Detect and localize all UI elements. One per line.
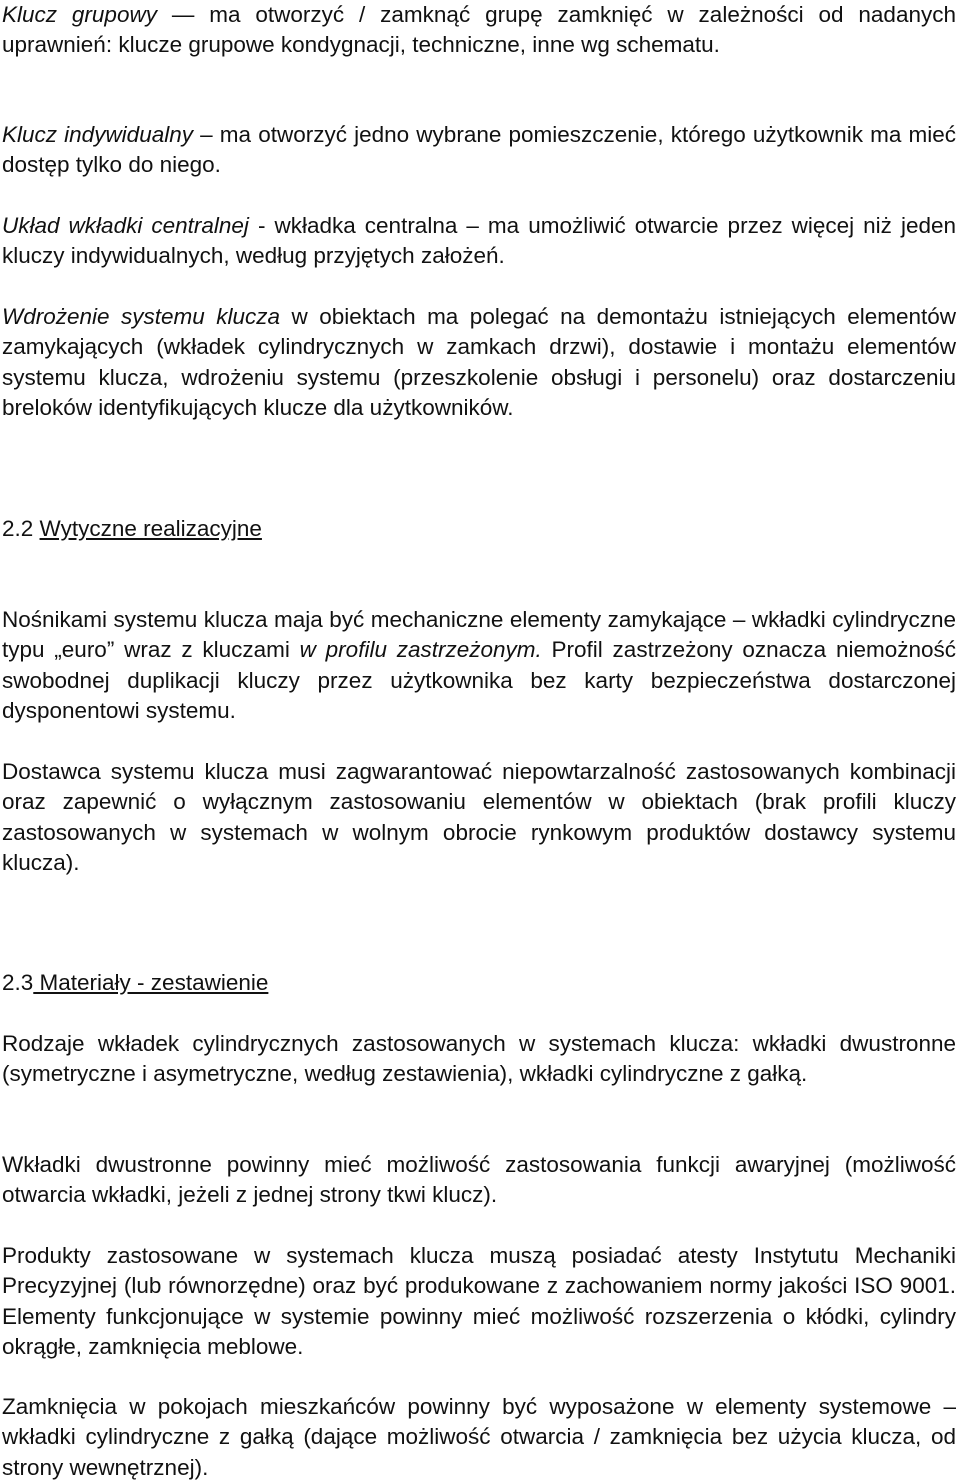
- paragraph-text: Wkładki dwustronne powinny mieć możliwość zastosowania funkcji awaryjnej (możliwość otwarcia wkładki, jeżeli z jednej strony tkwi klucz).: [2, 1152, 956, 1208]
- paragraph-text: Dostawca systemu klucza musi zagwarantować niepowtarzalność zastosowanych kombinacji oraz zapewnić o wyłącznym zastosowaniu elementów w obiektach (brak profili kluczy zastosowanych w systemach w wolnym obrocie rynkowym produktów dostawcy systemu klucza).: [2, 759, 956, 876]
- paragraph-individual-key: [2, 120, 956, 181]
- paragraph-text: Zamknięcia w pokojach mieszkańców powinny być wyposażone w elementy systemowe – wkładki cylindryczne z gałką (dające możliwość otwarcia / zamknięcia bez użycia klucza, od strony wewnętrznej).: [2, 1394, 956, 1480]
- paragraph-text: Profil zastrzeżony oznacza niemożność swobodnej duplikacji kluczy przez użytkownika bez karty bezpieczeństwa dostarczonej dysponentowi systemu.: [2, 637, 956, 724]
- term-group-key: Klucz grupowy: [2, 2, 157, 27]
- paragraph-text: - wkładka centralna – ma umożliwić otwarcie przez więcej niż jeden kluczy indywidualnych, według przyjętych założeń.: [2, 213, 957, 269]
- paragraph-carriers: [2, 605, 956, 727]
- section-title: Materiały - zestawienie: [33, 970, 269, 995]
- section-number: 2.2: [2, 516, 34, 541]
- paragraph-text: – ma otworzyć jedno wybrane pomieszczenie, którego użytkownik ma mieć dostęp tylko do niego.: [2, 122, 956, 178]
- term-individual-key: Klucz indywidualny: [2, 122, 193, 147]
- paragraph-group-key: [2, 0, 956, 61]
- paragraph-insert-types: [2, 1029, 956, 1090]
- term-implementation: Wdrożenie systemu klucza: [2, 304, 281, 329]
- paragraph-text: Rodzaje wkładek cylindrycznych zastosowanych w systemach klucza: wkładki dwustronne (symetryczne i asymetryczne, według zestawienia), wkładki cylindryczne z gałką.: [2, 1031, 956, 1087]
- paragraph-central-insert: [2, 211, 956, 272]
- paragraph-resident-rooms: [2, 1392, 956, 1483]
- paragraph-double-inserts: [2, 1150, 956, 1211]
- section-number: 2.3: [2, 970, 34, 995]
- section-heading-2-2: [2, 514, 262, 544]
- paragraph-implementation: [2, 302, 956, 424]
- term-central-insert: Układ wkładki centralnej: [2, 213, 249, 238]
- paragraph-text: w obiektach ma polegać na demontażu istniejących elementów zamykających (wkładek cylindrycznych w zamkach drzwi), dostawie i montażu elementów systemu klucza, wdrożeniu systemu (przeszkolenie obsługi i personelu) oraz dostarczeniu breloków identyfikujących klucze dla użytkowników.: [2, 304, 956, 421]
- paragraph-text: Nośnikami systemu klucza maja być mechaniczne elementy zamykające – wkładki cylindryczne typu „euro” wraz z kluczami: [2, 607, 956, 663]
- paragraph-text: — ma otworzyć / zamknąć grupę zamknięć w zależności od nadanych uprawnień: klucze grupowe kondygnacji, techniczne, inne wg schematu.: [2, 2, 956, 58]
- section-heading-2-3: [2, 968, 268, 998]
- section-title: Wytyczne realizacyjne: [39, 516, 262, 541]
- paragraph-supplier: [2, 757, 956, 879]
- emphasis-restricted-profile: w profilu zastrzeżonym.: [299, 637, 542, 663]
- paragraph-text: Produkty zastosowane w systemach klucza muszą posiadać atesty Instytutu Mechaniki Precyzyjnej (lub równorzędne) oraz być produkowane z zachowaniem normy jakości ISO 9001. Elementy funkcjonujące w systemie powinny mieć możliwość rozszerzenia o kłódki, cylindry okrągłe, zamknięcia meblowe.: [2, 1243, 956, 1360]
- paragraph-certificates: [2, 1241, 956, 1363]
